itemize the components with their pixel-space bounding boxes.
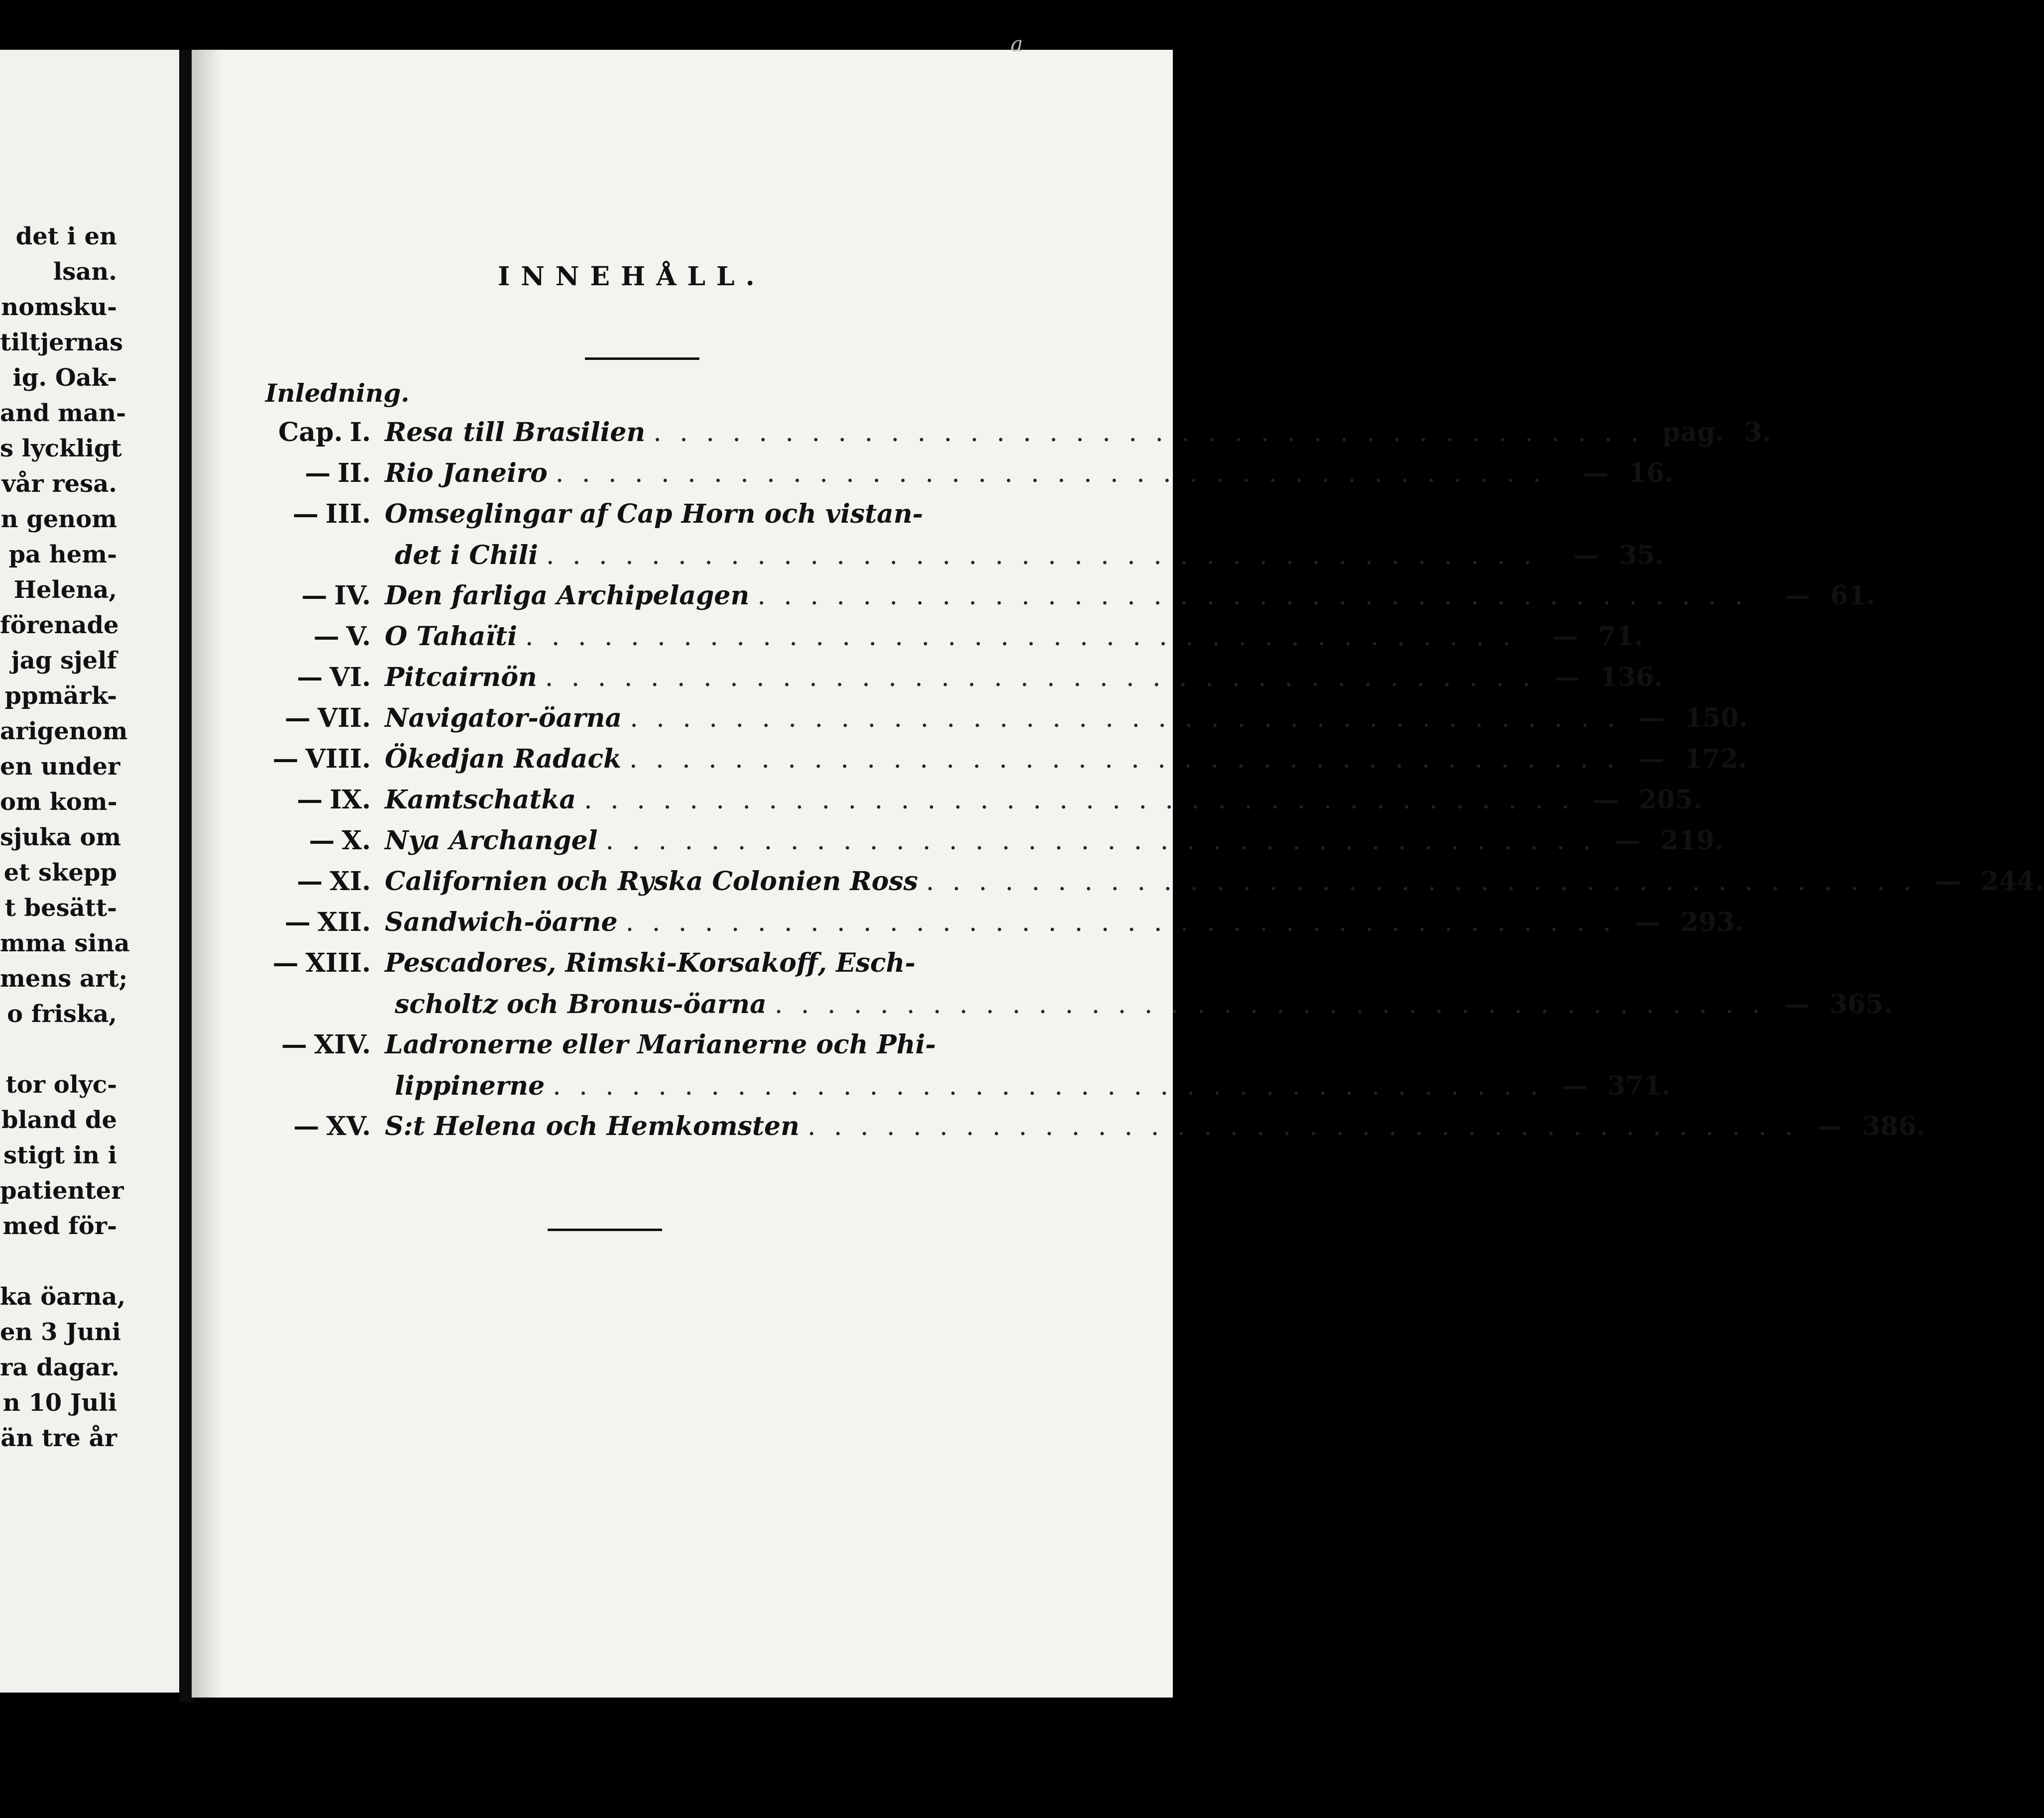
page-reference [1524,621,1643,652]
chapter-numeral: I. [349,417,371,448]
previous-page-line: lsan. [53,258,117,286]
page-reference [1604,825,1723,856]
previous-page-line: patienter [0,1177,124,1205]
previous-page-fragment [0,50,179,1693]
ditto-dash: — [1562,1071,1588,1101]
toc-entry-body [385,744,1747,774]
dot-leader: . . . . . . . . . . . . . . . . . . . . . . . . . . . . . . . . . . . . . . [807,1112,1798,1141]
chapter-number [251,580,385,611]
previous-page-line: än tre år [0,1424,117,1452]
previous-page-line: det i en [15,223,117,250]
page-label: pag. [1662,417,1724,448]
page-reference [1652,417,1771,448]
previous-page-line: and man- [0,399,126,427]
previous-page-line: ra dagar. [0,1354,120,1381]
dot-leader: . . . . . . . . . . . . . . . . . . . . . . . . . . . . . . . . . . . . . . [525,622,1516,652]
previous-page-line: förenade [0,611,119,639]
previous-page-line: n genom [0,505,117,533]
chapter-numeral: IX. [330,785,371,815]
page-number: 172. [1684,744,1747,774]
previous-page-line: stigt in i [3,1141,117,1169]
toc-entry-body [385,948,1893,1020]
toc-entry [251,580,1876,621]
previous-page-line: sjuka om [0,823,121,851]
dot-leader: . . . . . . . . . . . . . . . . . . . . . . . . . . . . . . . . . . . . . . [555,458,1546,488]
previous-page-line: s lyckligt [0,435,122,462]
ditto-dash: — [1638,744,1665,774]
chapter-number [251,907,385,937]
previous-page-line: mma sina [0,929,130,957]
chapter-title: Kamtschatka [385,785,576,815]
toc-entry-body [385,662,1663,692]
previous-page-line: ppmärk- [4,682,117,710]
page-number: 386. [1862,1111,1926,1141]
page-reference [1583,785,1702,815]
chapter-number [251,866,385,897]
ditto-dash: — [1817,1111,1842,1141]
ditto-dash: — [284,907,311,937]
chapter-title: Ladronerne eller Marianerne och Phi- [385,1029,936,1060]
toc-entry [251,948,1893,1029]
ditto-dash: — [297,866,323,897]
page-number: 136. [1599,662,1663,692]
page-number: 371. [1607,1071,1671,1101]
previous-page-line: pa hem- [8,541,117,568]
chapter-number [251,703,385,733]
chapter-title: Navigator-öarna [385,703,622,733]
toc-entry [251,1111,1926,1152]
previous-page-line: en under [0,753,120,781]
previous-page-line [0,1244,117,1279]
page-reference [1925,866,2044,897]
page-number: 61. [1830,580,1876,611]
toc-entry [251,417,1771,458]
chapter-numeral: IV. [334,580,371,611]
chapter-numeral: X. [341,825,371,856]
chapter-title: Sandwich-öarne [385,907,618,937]
chapter-title-continued: scholtz och Bronus-öarna [395,989,767,1020]
page-reference [1628,744,1747,774]
previous-page-line: om kom- [0,788,117,816]
dot-leader: . . . . . . . . . . . . . . . . . . . . . . . . . . . . . . . . . . . . . . [925,867,1917,897]
toc-entry [251,458,1674,499]
chapter-number [251,662,385,692]
page-number: 71. [1598,621,1643,652]
toc-entry-body [385,1029,1671,1101]
previous-page-line: et skepp [3,859,117,887]
previous-page-line: vår resa. [1,470,117,498]
page-number: 16. [1628,458,1674,488]
ditto-dash: — [1573,540,1599,570]
dot-leader: . . . . . . . . . . . . . . . . . . . . . . . . . . . . . . . . . . . . . . [545,663,1536,692]
ditto-dash: — [305,458,331,488]
toc-entry [251,866,2044,907]
ditto-dash: — [313,621,340,652]
ditto-dash: — [1634,907,1661,937]
ditto-dash: — [1552,621,1579,652]
chapter-number [251,744,385,774]
chapter-number [251,825,385,856]
table-of-contents [251,417,2044,1152]
toc-entry-body [385,1111,1926,1141]
toc-entry [251,621,1643,662]
chapter-number [251,417,385,448]
ditto-dash: — [1614,825,1641,856]
ditto-dash: — [1935,866,1961,897]
toc-entry [251,1029,1671,1111]
page-reference [1628,703,1748,733]
dot-leader: . . . . . . . . . . . . . . . . . . . . . . . . . . . . . . . . . . . . . . [653,418,1644,448]
previous-page-line: ka öarna, [0,1283,126,1311]
page-number: 293. [1680,907,1744,937]
chapter-title: Omseglingar af Cap Horn och vistan- [385,499,923,529]
chapter-title: S:t Helena och Hemkomsten [385,1111,799,1141]
ditto-dash: — [1639,703,1665,733]
ditto-dash: — [272,948,299,978]
page-mark: a [1011,32,1023,56]
ditto-dash: — [1593,785,1619,815]
previous-page-line: en 3 Juni [0,1318,121,1346]
chapter-numeral: VII. [317,703,371,733]
page-reference [1543,662,1663,692]
page-number: 219. [1660,825,1724,856]
previous-page-line: nomsku- [1,293,117,321]
ditto-dash: — [1583,458,1609,488]
page-reference [1545,540,1664,570]
chapter-title: Rio Janeiro [385,458,548,488]
dot-leader: . . . . . . . . . . . . . . . . . . . . . . . . . . . . . . . . . . . . . . [774,990,1765,1020]
previous-page-line: tiltjernas [0,329,123,356]
dot-leader: . . . . . . . . . . . . . . . . . . . . . . . . . . . . . . . . . . . . . . [584,785,1575,815]
ditto-dash: — [1784,580,1811,611]
page-reference [1806,1111,1926,1141]
ditto-dash: — [297,785,323,815]
ditto-dash: — [293,1111,320,1141]
dot-leader: . . . . . . . . . . . . . . . . . . . . . . . . . . . . . . . . . . . . . . [630,703,1620,733]
chapter-number [251,499,385,529]
page-reference [1624,907,1743,937]
dot-leader: . . . . . . . . . . . . . . . . . . . . . . . . . . . . . . . . . . . . . . [546,541,1537,570]
ditto-dash: — [297,662,323,692]
chapter-title: Californien och Ryska Colonien Ross [385,866,918,897]
chapter-numeral: XIV. [314,1029,371,1060]
toc-entry-body [385,866,2044,897]
previous-page-line [0,1032,117,1067]
chapter-numeral: II. [338,458,371,488]
ditto-dash: — [1554,662,1580,692]
previous-page-line: Helena, [13,576,117,604]
toc-entry [251,703,1748,744]
toc-entry-body [385,458,1673,488]
chapter-title: Pitcairnön [385,662,537,692]
ditto-dash: — [284,703,311,733]
page-reference [1551,1071,1671,1101]
toc-entry-body [385,825,1723,856]
toc-entry-body [385,785,1702,815]
chapter-title: Nya Archangel [385,825,598,856]
previous-page-line: mens art; [0,965,128,993]
toc-entry [251,744,1747,785]
dot-leader: . . . . . . . . . . . . . . . . . . . . . . . . . . . . . . . . . . . . . . [605,826,1596,856]
chapter-numeral: XV. [326,1111,371,1141]
chapter-number [251,948,385,978]
contents-page [192,32,2044,1698]
toc-entry-body [385,499,1664,570]
page-reference [1773,989,1893,1020]
toc-entry [251,907,1744,948]
page-reference [1554,458,1673,488]
toc-entry [251,662,1663,703]
chapter-numeral: XIII. [305,948,371,978]
chapter-title: Ökedjan Radack [385,744,622,774]
chapter-title: Pescadores, Rimski-Korsakoff, Esch- [385,948,916,978]
ditto-dash: — [301,580,328,611]
previous-page-line: jag sjelf [11,647,117,675]
dot-leader: . . . . . . . . . . . . . . . . . . . . . . . . . . . . . . . . . . . . . . [757,581,1748,611]
page-title: INNEHÅLL. [498,261,766,292]
chapter-number [251,1111,385,1141]
previous-page-line: med för- [2,1212,117,1240]
ditto-dash: — [1783,989,1810,1020]
chapter-number [251,1029,385,1060]
page-number: 3. [1744,417,1771,448]
page-number: 205. [1639,785,1702,815]
chapter-numeral: VIII. [305,744,371,774]
chapter-title: Resa till Brasilien [385,417,646,448]
chapter-number [251,458,385,488]
previous-page-line: arigenom [0,717,128,745]
ditto-dash: — [281,1029,307,1060]
ditto-dash: — [292,499,319,529]
title-rule [585,357,699,360]
ditto-dash: — [309,825,335,856]
chapter-number [251,785,385,815]
previous-page-line: o friska, [7,1000,117,1028]
page-number: 150. [1685,703,1748,733]
chapter-number [251,621,385,652]
previous-page-line: tor olyc- [5,1071,117,1099]
chapter-numeral: V. [346,621,371,652]
page-reference [1756,580,1875,611]
toc-entry-body [385,907,1743,937]
chapter-numeral: XI. [330,866,371,897]
toc-entry [251,825,1724,866]
previous-page-line: bland de [1,1106,117,1134]
dot-leader: . . . . . . . . . . . . . . . . . . . . . . . . . . . . . . . . . . . . . . [625,908,1616,937]
page-number: 35. [1619,540,1664,570]
toc-entry [251,499,1664,580]
toc-entry [251,785,1702,825]
chapter-title-continued: lippinerne [395,1071,545,1101]
chapter-title: Den farliga Archipelagen [385,580,750,611]
chapter-title-continued: det i Chili [395,540,538,570]
chapter-prefix: Cap. [278,417,343,448]
toc-intro: Inledning. [265,378,410,408]
toc-entry-body [385,580,1875,611]
previous-page-line: n 10 Juli [2,1389,117,1417]
previous-page-line: ig. Oak- [12,364,117,392]
previous-page-line: t besätt- [4,894,117,922]
toc-entry-body [385,703,1748,733]
page-number: 244. [1981,866,2044,897]
previous-page-text [0,219,130,1456]
toc-entry-body [385,621,1643,652]
dot-leader: . . . . . . . . . . . . . . . . . . . . . . . . . . . . . . . . . . . . . . [629,744,1620,774]
toc-entry-body [385,417,1771,448]
end-rule [548,1229,662,1231]
ditto-dash: — [272,744,299,774]
dot-leader: . . . . . . . . . . . . . . . . . . . . . . . . . . . . . . . . . . . . . . [553,1071,1543,1101]
chapter-title: O Tahaïti [385,621,517,652]
page-number: 365. [1829,989,1893,1020]
chapter-numeral: XII. [317,907,371,937]
chapter-numeral: VI. [330,662,371,692]
chapter-numeral: III. [325,499,371,529]
